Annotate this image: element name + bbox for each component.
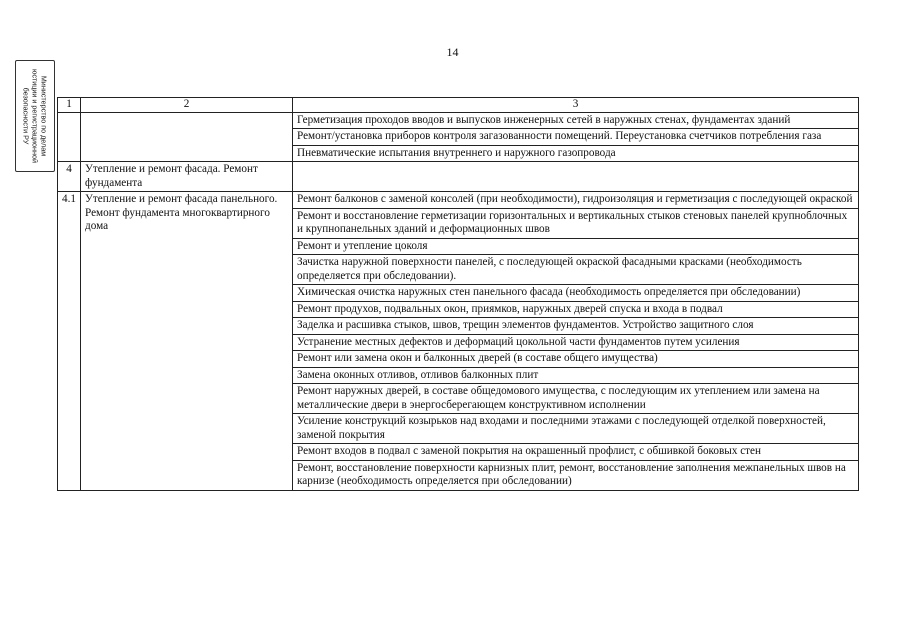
row-work: Химическая очистка наружных стен панельного фасада (необходимость определяется при обследовании) xyxy=(293,285,859,302)
row-number: 4 xyxy=(58,162,81,192)
row-work: Ремонт/установка приборов контроля загазованности помещений. Переустановка счетчиков потребления газа xyxy=(293,129,859,146)
table-row xyxy=(58,192,859,209)
row-work: Замена оконных отливов, отливов балконных плит xyxy=(293,367,859,384)
row-number xyxy=(58,112,81,162)
row-work: Ремонт продухов, подвальных окон, приямков, наружных дверей спуска и входа в подвал xyxy=(293,301,859,318)
row-work: Ремонт наружных дверей, в составе общедомового имущества, с последующим их утеплением или замена на металлические двери в энергосберегающем конструктивном исполнении xyxy=(293,384,859,414)
row-name xyxy=(81,112,293,162)
page-number: 14 xyxy=(446,45,459,59)
stamp-text xyxy=(22,63,49,169)
row-work: Устранение местных дефектов и деформаций цокольной части фундаментов путем усиления xyxy=(293,334,859,351)
table-body xyxy=(58,112,859,490)
row-work: Зачистка наружной поверхности панелей, с последующей окраской фасадными красками (необходимость определяется при обследовании). xyxy=(293,255,859,285)
header-col-3: 3 xyxy=(293,98,859,113)
header-row xyxy=(58,98,859,113)
table-row xyxy=(58,162,859,192)
row-work: Ремонт входов в подвал с заменой покрытия на окрашенный профлист, с обшивкой боковых стен xyxy=(293,444,859,461)
row-name: Утепление и ремонт фасада панельного. Ремонт фундамента многоквартирного дома xyxy=(81,192,293,491)
stamp-line-3: безопасности РУ xyxy=(21,87,31,145)
row-work: Ремонт, восстановление поверхности карнизных плит, ремонт, восстановление заполнения межпанельных швов на карнизе (необходимость определяется при обследовании) xyxy=(293,460,859,490)
stamp-line-2: юстиции и регистрационной xyxy=(30,68,40,164)
row-work: Герметизация проходов вводов и выпусков инженерных сетей в наружных стенах, фундаментах зданий xyxy=(293,112,859,129)
row-work: Ремонт или замена окон и балконных дверей (в составе общего имущества) xyxy=(293,351,859,368)
row-work: Ремонт и восстановление герметизации горизонтальных и вертикальных стыков стеновых панелей крупноблочных и крупнопанельных зданий и деформационных швов xyxy=(293,208,859,238)
row-work: Ремонт и утепление цоколя xyxy=(293,238,859,255)
row-work: Пневматические испытания внутреннего и наружного газопровода xyxy=(293,145,859,162)
header-col-1: 1 xyxy=(58,98,81,113)
row-name: Утепление и ремонт фасада. Ремонт фундамента xyxy=(81,162,293,192)
registration-stamp xyxy=(15,60,55,172)
row-work: Заделка и расшивка стыков, швов, трещин элементов фундаментов. Устройство защитного слоя xyxy=(293,318,859,335)
table-header xyxy=(58,98,859,113)
stamp-line-1: Министерство по делам xyxy=(39,75,49,157)
row-work: Ремонт балконов с заменой консолей (при необходимости), гидроизоляция и герметизация с последующей окраской xyxy=(293,192,859,209)
row-number: 4.1 xyxy=(58,192,81,491)
row-work xyxy=(293,162,859,192)
row-work: Усиление конструкций козырьков над входами и последними этажами с последующей отделкой поверхностей, заменой покрытия xyxy=(293,414,859,444)
repair-works-table xyxy=(57,97,859,491)
table-row xyxy=(58,112,859,129)
header-col-2: 2 xyxy=(81,98,293,113)
